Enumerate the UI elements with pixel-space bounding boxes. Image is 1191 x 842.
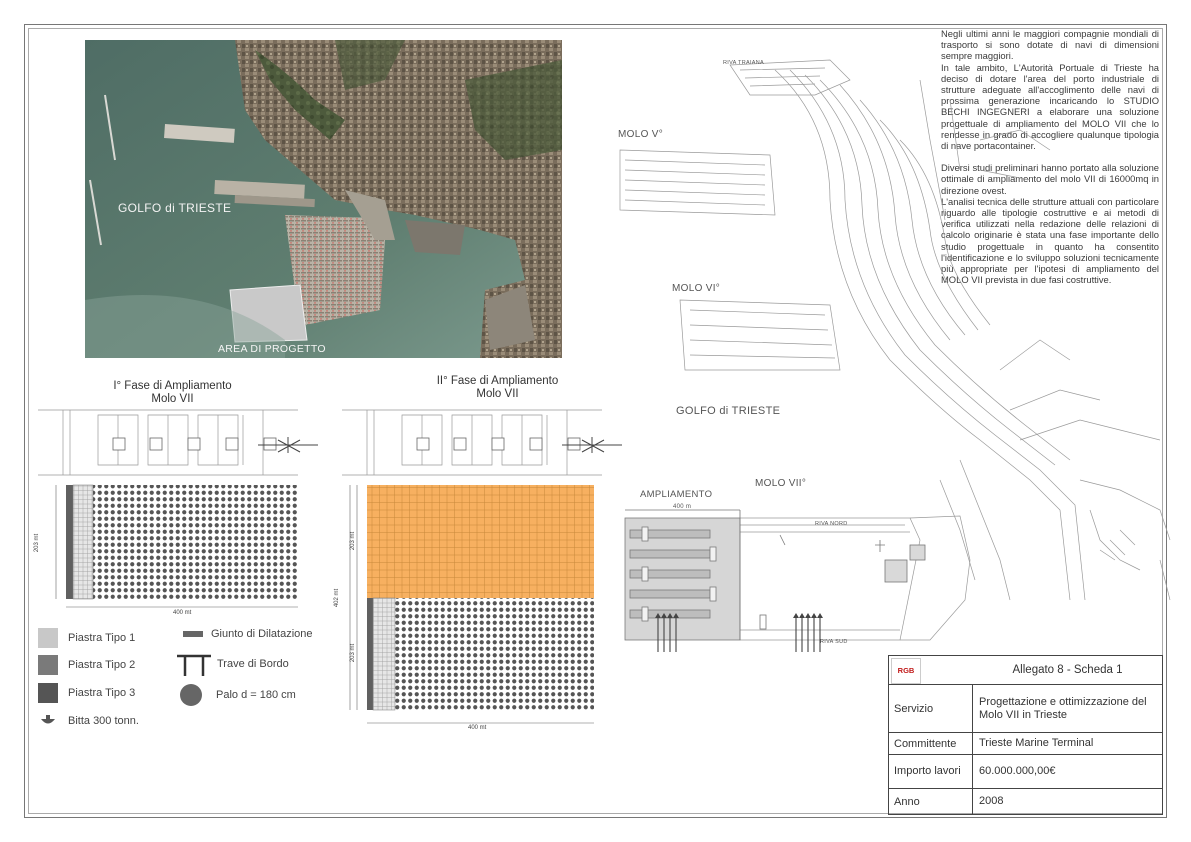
anno-label: Anno (889, 789, 973, 814)
plan-molo7-label: MOLO VII° (755, 478, 807, 489)
info-title: Allegato 8 - Scheda 1 (1012, 664, 1123, 676)
plan-riva-traiana-label: RIVA TRAIANA (723, 60, 764, 66)
legend-bitta (38, 714, 139, 728)
phase1-dim-width: 400 mt (173, 610, 192, 616)
plan-molo6-label: MOLO VI° (672, 283, 721, 294)
intro-paragraph-1: Negli ultimi anni le maggiori compagnie mondiali di trasporto si sono dotate di navi di dimensioni sempre maggiori. In tale ambito, L'Autorità Portuale di Trieste ha deciso di dotare l'area del porto industriale di strutture adeguate all'accoglimento delle navi di prossima generazione incaricando lo STUDIO BECHI INGEGNERI a elaborare una soluzione progettuale di ampliamento del MOLO VII che lo rendesse in grado di accogliere qualunque tipologia di nave portacontainer. (941, 28, 1159, 152)
committente-value: Trieste Marine Terminal (979, 737, 1094, 749)
phase1-title (85, 380, 260, 406)
legend-piastra2-label: Piastra Tipo 2 (68, 659, 136, 671)
phase2-dim-width: 400 mt (468, 725, 487, 731)
importo-value: 60.000.000,00€ (979, 765, 1056, 777)
legend-piastra3-swatch (38, 683, 58, 703)
info-row-anno (889, 788, 1162, 814)
legend-bitta-label: Bitta 300 tonn. (68, 715, 139, 727)
phase2-title-line1: II° Fase di Ampliamento (436, 375, 559, 387)
info-row-importo (889, 754, 1162, 788)
legend-trave-label: Trave di Bordo (217, 658, 289, 670)
phase2-diagram (334, 405, 632, 740)
aerial-area-label: AREA DI PROGETTO (218, 343, 326, 355)
importo-label: Importo lavori (889, 755, 973, 788)
rgb-logo: RGB (891, 658, 921, 684)
legend-piastra2 (38, 655, 135, 675)
trave-icon (175, 650, 213, 678)
legend-trave (175, 650, 289, 678)
legend-giunto (183, 628, 313, 640)
legend-piastra1-label: Piastra Tipo 1 (68, 632, 136, 644)
legend-giunto-label: Giunto di Dilatazione (211, 628, 313, 640)
info-row-committente (889, 732, 1162, 754)
anno-value: 2008 (979, 795, 1004, 807)
port-plan (600, 40, 1175, 690)
phase2-title-line2: Molo VII (476, 388, 519, 400)
servizio-label: Servizio (889, 685, 973, 732)
info-box (888, 655, 1163, 815)
giunto-icon (183, 631, 203, 637)
palo-icon (180, 684, 202, 706)
aerial-photo (85, 40, 562, 358)
committente-label: Committente (889, 733, 973, 754)
servizio-value: Progettazione e ottimizzazione del Molo VII in Trieste (979, 695, 1147, 721)
phase1-title-line2: Molo VII (151, 393, 194, 405)
info-row-servizio (889, 684, 1162, 732)
legend-piastra3-label: Piastra Tipo 3 (68, 687, 136, 699)
phase1-diagram (34, 405, 328, 625)
legend-palo (180, 684, 296, 706)
phase2-dim-bottom: 203 mt (350, 643, 357, 663)
plan-molo5-label: MOLO V° (618, 129, 663, 140)
legend (38, 628, 368, 728)
legend-piastra1 (38, 628, 135, 648)
plan-gulf-label: GOLFO di TRIESTE (676, 405, 781, 417)
plan-riva-nord-label: RIVA NORD (815, 521, 848, 527)
plan-ampliamento-label: AMPLIAMENTO (640, 489, 713, 500)
plan-dim-400: 400 m (673, 504, 692, 510)
phase2-dim-total: 402 mt (334, 588, 341, 608)
legend-palo-label: Palo d = 180 cm (216, 689, 296, 701)
phase1-dim-height: 203 mt (34, 533, 41, 553)
plan-riva-sud-label: RIVA SUD (820, 639, 848, 645)
aerial-gulf-label: GOLFO di TRIESTE (118, 201, 232, 215)
legend-piastra2-swatch (38, 655, 58, 675)
phase1-title-line1: I° Fase di Ampliamento (113, 380, 232, 392)
legend-piastra3 (38, 683, 135, 703)
intro-paragraph-2: Diversi studi preliminari hanno portato alla soluzione ottimale di ampliamento del molo VII di 16000mq in direzione ovest. L'analisi tecnica delle strutture attuali con particolare riguardo alle tipologie costruttive e ai metodi di verifica utilizzati nella redazione delle relazioni di calcolo originarie è stata una fase importante dello studio progettuale in quanto ha consentito l'identificazione e lo sviluppo soluzioni tecnicamente più appropriate per l'ipotesi di ampliamento del MOLO VII prevista in due fasi costruttive. (941, 162, 1159, 286)
legend-piastra1-swatch (38, 628, 58, 648)
bitta-icon (38, 714, 58, 728)
phase2-title (410, 375, 585, 401)
phase2-dim-top: 203 mt (350, 531, 357, 551)
